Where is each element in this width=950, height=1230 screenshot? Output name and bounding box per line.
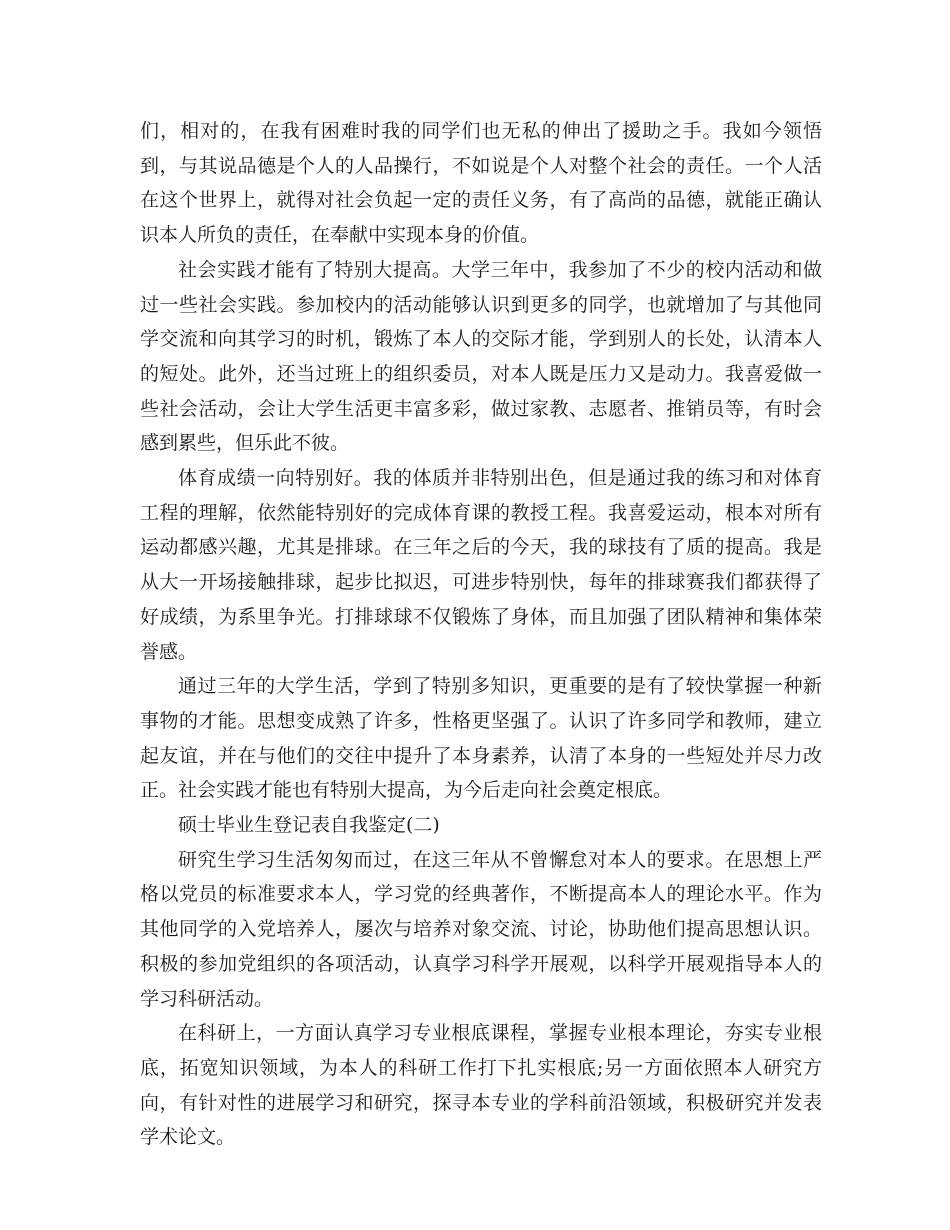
paragraph-6: 在科研上，一方面认真学习专业根底课程，掌握专业根本理论，夯实专业根底，拓宽知识领域，为本人的科研工作打下扎实根底;另一方面依照本人研究方向，有针对性的进展学习和研究，探寻本专业的学科前沿领域，积极研究并发表学术论文。	[140, 1022, 822, 1149]
paragraph-2: 社会实践才能有了特别大提高。大学三年中，我参加了不少的校内活动和做过一些社会实践。参加校内的活动能够认识到更多的同学，也就增加了与其他同学交流和向其学习的时机，锻炼了本人的交际才能，学到别人的长处，认清本人的短处。此外，还当过班上的组织委员，对本人既是压力又是动力。我喜爱做一些社会活动，会让大学生活更丰富多彩，做过家教、志愿者、推销员等，有时会感到累些，但乐此不彼。	[140, 258, 822, 455]
paragraph-3: 体育成绩一向特别好。我的体质并非特别出色，但是通过我的练习和对体育工程的理解，依然能特别好的完成体育课的教授工程。我喜爱运动，根本对所有运动都感兴趣，尤其是排球。在三年之后的今天，我的球技有了质的提高。我是从大一开场接触排球，起步比拟迟，可进步特别快，每年的排球赛我们都获得了好成绩，为系里争光。打排球球不仅锻炼了身体，而且加强了团队精神和集体荣誉感。	[140, 467, 822, 663]
document-body	[140, 114, 822, 1155]
section-heading: 硕士毕业生登记表自我鉴定(二)	[178, 814, 440, 837]
paragraph-4: 通过三年的大学生活，学到了特别多知识，更重要的是有了较快掌握一种新事物的才能。思想变成熟了许多，性格更坚强了。认识了许多同学和教师，建立起友谊，并在与他们的交往中提升了本身素养，认清了本身的一些短处并尽力改正。社会实践才能也有特别大提高，为今后走向社会奠定根底。	[140, 675, 822, 802]
paragraph-1: 们，相对的，在我有困难时我的同学们也无私的伸出了援助之手。我如今领悟到，与其说品德是个人的人品操行，不如说是个人对整个社会的责任。一个人活在这个世界上，就得对社会负起一定的责任义务，有了高尚的品德，就能正确认识本人所负的责任，在奉献中实现本身的价值。	[140, 120, 822, 247]
paragraph-5: 研究生学习生活匆匆而过，在这三年从不曾懈怠对本人的要求。在思想上严格以党员的标准要求本人，学习党的经典著作，不断提高本人的理论水平。作为其他同学的入党培养人，屡次与培养对象交流、讨论，协助他们提高思想认识。积极的参加党组织的各项活动，认真学习科学开展观，以科学开展观指导本人的学习科研活动。	[140, 848, 822, 1010]
